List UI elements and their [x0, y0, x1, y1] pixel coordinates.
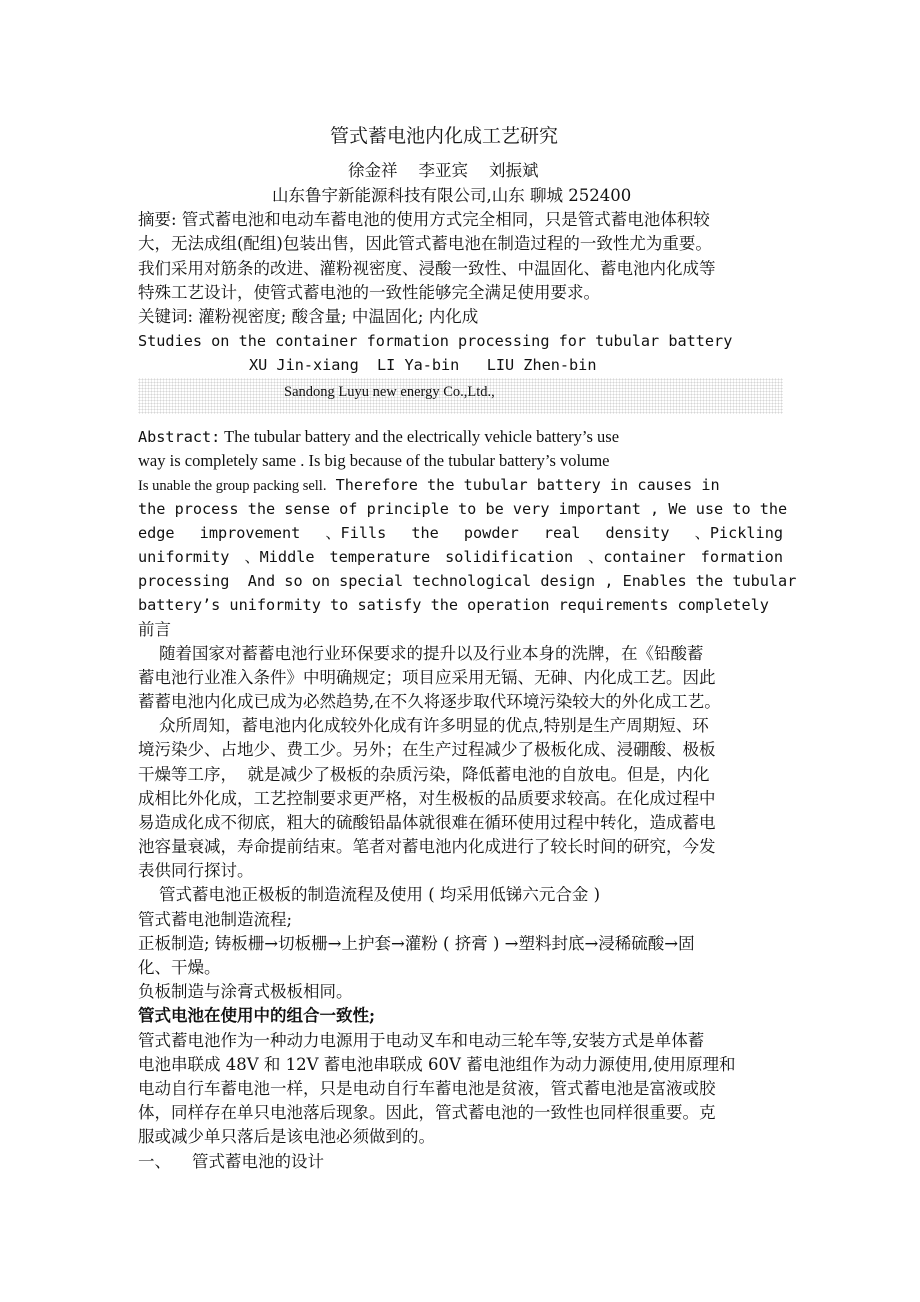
word: uniformity [138, 548, 230, 566]
preface-p2-line: 境污染少、占地少、费工少。另外；在生产过程减少了极板化成、浸硼酸、极板 [138, 740, 716, 759]
abstract-cn-line: 大，无法成组(配组)包装出售，因此管式蓄电池在制造过程的一致性尤为重要。 [138, 234, 712, 253]
authors-en: XU Jin-xiang LI Ya-bin LIU Zhen-bin [249, 356, 597, 374]
positive-plate-line: 正板制造; 铸板栅→切板栅→上护套→灌粉 ( 挤膏 ) →塑料封底→浸稀硫酸→固 [138, 934, 695, 953]
keywords-cn: 关键词: 灌粉视密度; 酸含量; 中温固化; 内化成 [138, 307, 479, 326]
abstract-en-text: The tubular battery and the electrically vehicle battery’s use [220, 427, 620, 446]
consistency-line: 电动自行车蓄电池一样，只是电动自行车蓄电池是贫液，管式蓄电池是富液或胶 [138, 1079, 716, 1098]
affiliation-cn: 山东鲁宇新能源科技有限公司,山东 聊城 252400 [272, 186, 632, 205]
abstract-en-line: battery’s uniformity to satisfy the operation requirements completely [138, 596, 769, 614]
abstract-en-label: Abstract: [138, 428, 221, 446]
word: improvement [199, 524, 301, 542]
abstract-en-line: processing And so on special technological design , Enables the tubular [138, 572, 797, 590]
consistency-heading: 管式电池在使用中的组合一致性; [138, 1006, 376, 1025]
consistency-line: 电池串联成 48V 和 12V 蓄电池串联成 60V 蓄电池组作为动力源使用,使用原理和 [138, 1055, 736, 1074]
word: density [605, 524, 670, 542]
abstract-en-line [138, 521, 783, 545]
word: 、container [588, 548, 686, 566]
word: powder [463, 524, 519, 542]
word: 、Fills [325, 524, 387, 542]
word: real [543, 524, 581, 542]
preface-p2-line: 池容量衰减，寿命提前结束。笔者对蓄电池内化成进行了较长时间的研究，今发 [138, 837, 716, 856]
word: formation [700, 548, 783, 566]
process-subheading: 管式蓄电池制造流程; [138, 910, 293, 929]
consistency-line: 服或减少单只落后是该电池必须做到的。 [138, 1127, 435, 1146]
abstract-cn-line: 我们采用对筋条的改进、灌粉视密度、浸酸一致性、中温固化、蓄电池内化成等 [138, 259, 716, 278]
abstract-en-line: the process the sense of principle to be very important , We use to the [138, 500, 788, 518]
word: 、Middle [244, 548, 315, 566]
affiliation-en: Sandong Luyu new energy Co.,Ltd., [284, 384, 495, 400]
preface-p2-line: 众所周知，蓄电池内化成较外化成有许多明显的优点,特别是生产周期短、环 [138, 716, 709, 735]
consistency-line: 体，同样存在单只电池落后现象。因此，管式蓄电池的一致性也同样很重要。克 [138, 1103, 716, 1122]
word: solidification [445, 548, 574, 566]
negative-plate: 负板制造与涂膏式极板相同。 [138, 982, 353, 1001]
consistency-line: 管式蓄电池作为一种动力电源用于电动叉车和电动三轮车等,安装方式是单体蓄 [138, 1031, 705, 1050]
preface-p2-line: 干燥等工序， 就是减少了极板的杂质污染，降低蓄电池的自放电。但是，内化 [138, 765, 710, 784]
preface-p1-line: 蓄蓄电池内化成已成为必然趋势,在不久将逐步取代环境污染较大的外化成工艺。 [138, 692, 721, 711]
word: the [411, 524, 439, 542]
abstract-cn-line: 特殊工艺设计，使管式蓄电池的一致性能够完全满足使用要求。 [138, 283, 600, 302]
preface-p2-line: 表供同行探讨。 [138, 861, 254, 880]
preface-p1-line: 蓄电池行业准入条件》中明确规定；项目应采用无镉、无砷、内化成工艺。因此 [138, 668, 716, 687]
abstract-cn-line: 摘要: 管式蓄电池和电动车蓄电池的使用方式完全相同，只是管式蓄电池体积较 [138, 210, 710, 229]
abstract-en-text: Is unable the group packing sell. [138, 478, 327, 494]
preface-p1-line: 随着国家对蓄蓄电池行业环保要求的提升以及行业本身的洗牌，在《铅酸蓄 [138, 644, 704, 663]
positive-plate-line: 化、干燥。 [138, 958, 221, 977]
word: temperature [329, 548, 431, 566]
word: 、Pickling [694, 524, 783, 542]
abstract-en-line: way is completely same . Is big because of the tubular battery’s volume [138, 451, 610, 470]
preface-p2-line: 成相比外化成，工艺控制要求更严格，对生极板的品质要求较高。在化成过程中 [138, 789, 716, 808]
abstract-en-text: Therefore the tubular battery in causes in [326, 476, 720, 494]
affiliation-en-band [138, 378, 783, 414]
section-one-heading: 一、 管式蓄电池的设计 [138, 1152, 324, 1171]
process-heading: 管式蓄电池正极板的制造流程及使用 ( 均采用低锑六元合金 ) [138, 885, 601, 904]
word: edge [138, 524, 175, 542]
preface-p2-line: 易造成化成不彻底，粗大的硫酸铅晶体就很难在循环使用过程中转化，造成蓄电 [138, 813, 716, 832]
abstract-en-line [138, 425, 619, 449]
paper-title: 管式蓄电池内化成工艺研究 [330, 125, 559, 147]
authors-cn: 徐金祥 李亚宾 刘振斌 [348, 161, 539, 180]
abstract-en-line [138, 545, 783, 569]
abstract-en-line [138, 473, 720, 498]
section-preface: 前言 [138, 620, 171, 639]
title-en: Studies on the container formation processing for tubular battery [138, 332, 733, 350]
